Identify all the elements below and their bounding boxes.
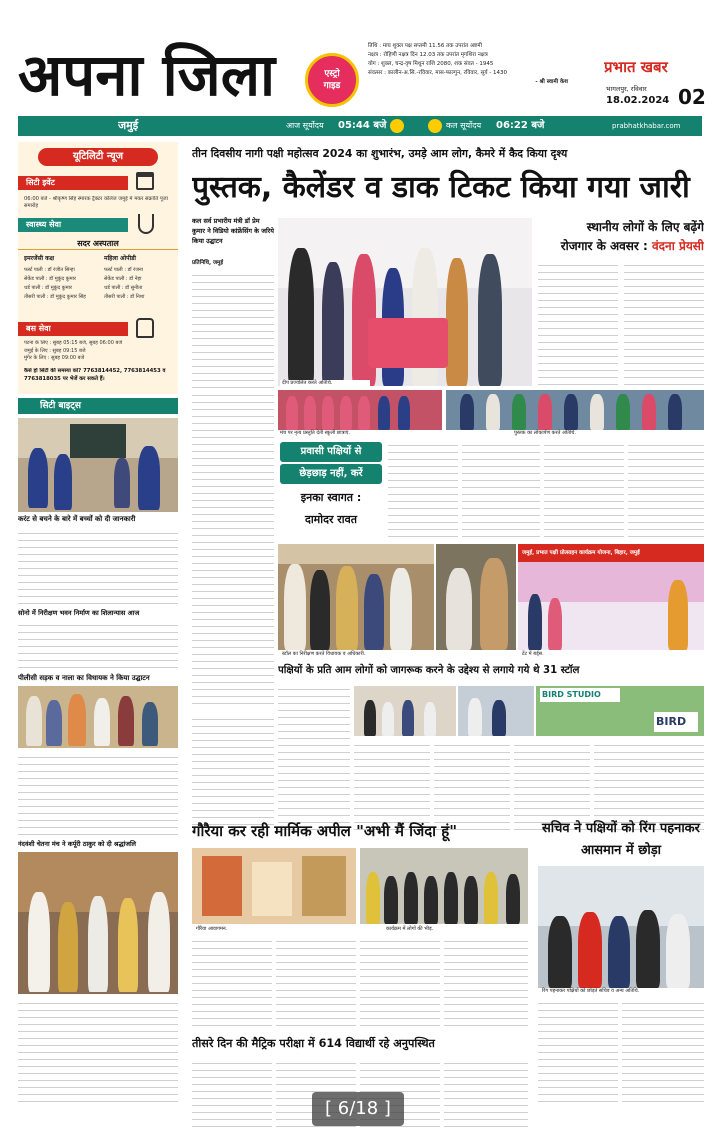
side-heading-prefix: रोजगार के अवसर : bbox=[560, 239, 648, 253]
photo-caption: रिंग पहनाकर पक्षियों को छोड़ते सचिव व अन्य अतिथि. bbox=[540, 988, 702, 995]
stall-banner bbox=[518, 544, 704, 562]
main-body-col3 bbox=[388, 440, 458, 540]
doctor-entry: थर्ड पाली : डॉ मुकुंद कुमार bbox=[24, 285, 72, 291]
book-launch-photo bbox=[446, 390, 704, 430]
side-body bbox=[538, 260, 618, 388]
quote-box bbox=[278, 440, 384, 540]
bus-timings: पटना के लिए : सुबह 05:15 बजे, सुबह 06:00 बजे जमुई के लिए : सुबह 09:15 बजे मुंगेर के लिए : सुबह 09:00 बजे bbox=[24, 340, 123, 361]
panchang-line: तिथि : माघ शुक्ल पक्ष सप्तमी 11.56 तक उपरांत अष्टमी bbox=[368, 43, 483, 49]
main-byline: प्रतिनिधि, जमुई bbox=[192, 260, 224, 266]
bus-label: बस सेवा bbox=[18, 322, 128, 336]
side-heading-line1: स्थानीय लोगों के लिए बढ़ेंगे bbox=[586, 220, 704, 234]
sunrise-time: 05:44 बजे bbox=[338, 120, 387, 131]
stalls-headline: पक्षियों के प्रति आम लोगों को जागरूक करने के उद्देश्य से लगाये गये थे 31 स्टॉल bbox=[278, 665, 580, 676]
quote-line1: प्रवासी पक्षियों से bbox=[280, 442, 382, 462]
bird-sign bbox=[654, 712, 698, 732]
main-body-col6 bbox=[628, 440, 704, 540]
doctor-entry: तीसरी पाली : डॉ मुकुंद कुमार सिंह bbox=[24, 294, 86, 300]
panchang-line: - श्री स्वामी केश bbox=[535, 79, 568, 85]
main-kicker: तीन दिवसीय नागी पक्षी महोत्सव 2024 का शुभारंभ, उमड़े आम लोग, कैमरे में कैद किया दृश्य bbox=[192, 147, 568, 160]
sparrow-body-col3 bbox=[360, 936, 440, 1032]
main-body-col2 bbox=[192, 390, 274, 710]
main-headline: पुस्तक, कैलेंडर व डाक टिकट किया गया जारी bbox=[192, 170, 690, 205]
doctor-entry: तीसरी पाली : डॉ निशा bbox=[104, 294, 145, 300]
main-body-col5 bbox=[544, 440, 624, 540]
side-body bbox=[624, 260, 704, 388]
city-bite-body bbox=[18, 620, 178, 670]
city-bite-body bbox=[18, 752, 178, 836]
stethoscope-icon bbox=[138, 214, 154, 234]
tribute-photo bbox=[18, 852, 178, 994]
sunrise-label: आज सूर्योदय bbox=[286, 121, 324, 130]
city-bite-body bbox=[18, 998, 178, 1104]
doctor-list-left bbox=[24, 266, 100, 316]
classroom-photo bbox=[18, 418, 178, 512]
ring-body-col1 bbox=[538, 998, 618, 1104]
stall-inspection-photo bbox=[278, 544, 434, 650]
health-label: स्वास्थ्य सेवा bbox=[18, 218, 128, 232]
stall-banner-text: जमुई, प्रभात पक्षी प्रोत्साहन कार्यक्रम योजना, बिहार, जमुई bbox=[522, 550, 640, 556]
main-body-col1 bbox=[192, 270, 274, 388]
road-inauguration-photo bbox=[18, 686, 178, 748]
main-deck: कल सर्व प्रभारीय मंत्री डॉ प्रेम कुमार ने विडियो कांफ्रेंसिंग के जरिये किया उद्घाटन bbox=[192, 217, 274, 245]
doctor-list-right bbox=[104, 266, 176, 316]
doctor-entry: सेकेंड पाली : डॉ नेहा bbox=[104, 276, 142, 282]
city-bite-body bbox=[18, 528, 178, 608]
emergency-label: इमरजेंसी कक्ष bbox=[24, 255, 55, 262]
dance-photo bbox=[278, 390, 442, 430]
section-label: जमुई bbox=[118, 119, 139, 132]
stalls-body-col2 bbox=[354, 740, 430, 830]
bus-icon bbox=[136, 318, 154, 338]
city-bite-headline: सोनो में निरीक्षण भवन निर्माण का शिलान्यास आज bbox=[18, 609, 140, 617]
side-heading-name: वंदना प्रेयसी bbox=[652, 239, 704, 253]
city-bite-headline: करंट से बचने के बारे में बच्चों को दी जानकारी bbox=[18, 515, 136, 523]
sunset-label: कल सूर्योदय bbox=[446, 121, 482, 130]
astro-guide-label: एस्ट्रो गाइड bbox=[323, 69, 341, 91]
main-body-col2b bbox=[192, 714, 274, 830]
bird-studio-label: BIRD STUDIO bbox=[542, 690, 601, 699]
photo-caption: मंच पर नृत्य प्रस्तुति देती स्कूली छात्राएं. bbox=[278, 430, 442, 437]
city-update-text: 06:00 बजे - श्रीकृष्ण सिंह स्मारक ट्रैक्टर कॉलेज जमुई में मकर संक्रांति पूजा समारोह bbox=[24, 196, 168, 209]
bird-label: BIRD bbox=[656, 715, 687, 728]
astro-guide-badge[interactable] bbox=[305, 53, 359, 107]
exhibition-photo bbox=[436, 544, 516, 650]
page-number: 02 bbox=[678, 85, 706, 109]
doctor-entry: सेकेंड पाली : डॉ मुकुंद कुमार bbox=[24, 276, 76, 282]
city-bite-headline: नंदवंशी चेतना मंच ने कर्पूरी ठाकुर को दी श्रद्धांजलि bbox=[18, 840, 136, 848]
masthead-title: अपना जिला bbox=[18, 42, 276, 109]
city-bites-header bbox=[18, 398, 178, 414]
matric-body-col1 bbox=[192, 1058, 272, 1128]
photo-caption: दीप प्रज्वलित करते अतिथि. bbox=[280, 380, 370, 387]
quote-line2: छेड़छाड़ नहीं, करें bbox=[280, 464, 382, 484]
stalls-body-col1 bbox=[278, 684, 350, 830]
sparrow-body-col1 bbox=[192, 936, 272, 1032]
brand-logo[interactable]: प्रभात खबर bbox=[604, 58, 668, 76]
photo-caption: स्टॉल का निरीक्षण करते विधायक व अधिकारी. bbox=[280, 651, 430, 658]
sparrow-exhibit-photo bbox=[192, 848, 356, 924]
photo-caption: टेंट में बर्ड्स. bbox=[520, 651, 580, 658]
utility-panel bbox=[18, 142, 178, 394]
ring-body-col2 bbox=[622, 998, 704, 1104]
quote-name: दामोदर रावत bbox=[304, 513, 358, 526]
city-day: भागलपुर, रविवार bbox=[606, 85, 647, 93]
stalls-body-col3 bbox=[434, 740, 510, 830]
page-indicator-label: [ 6/18 ] bbox=[325, 1098, 391, 1119]
doctor-entry: थर्ड पाली : डॉ सुनीता bbox=[104, 285, 143, 291]
stall-banner-photo bbox=[518, 544, 704, 650]
matric-body-col4 bbox=[444, 1058, 528, 1128]
helpline-text: कैसे हो सिटी की समस्या को? 7763814452, 7763814453 व 7763818035 पर भेजें कर सकते हैं। bbox=[24, 368, 166, 382]
stalls-body-col5 bbox=[594, 740, 704, 830]
panchang-box bbox=[368, 42, 588, 114]
panchang-line: नक्षत्र : रोहिणी नक्षत्र दिन 12.03 तक उपरांत मृगशिरा नक्षत्र bbox=[368, 52, 488, 58]
city-bite-headline: पीलीसी सड़क व नाला का विधायक ने किया उद्घाटन bbox=[18, 674, 150, 682]
ring-headline: सचिव ने पक्षियों को रिंग पहनाकर आसमान में छोड़ा bbox=[542, 821, 700, 858]
doctor-entry: फर्स्ट पाली : डॉ रंजीत सिन्हा bbox=[24, 267, 75, 273]
sparrow-headline: गौरैया कर रही मार्मिक अपील "अभी मैं जिंदा हूं" bbox=[192, 822, 458, 840]
panchang-line: संवत्सर : कालीन-अ.सि.-रविवार, मास-फाल्गुन, रविवार, सूर्य - 1430 bbox=[368, 70, 507, 76]
doctor-entry: फर्स्ट पाली : डॉ रंजना bbox=[104, 267, 143, 273]
sparrow-body-col2 bbox=[276, 936, 356, 1032]
masthead bbox=[0, 0, 719, 118]
crowd-photo bbox=[360, 848, 528, 924]
panchang-line: योग : शुक्ल, चन्द्र-वृष मिथुन राशि 2080, शक संवत - 1945 bbox=[368, 61, 494, 67]
quote-line3: इनका स्वागत : bbox=[300, 491, 362, 504]
lamp-lighting-photo bbox=[278, 218, 532, 386]
photo-caption: पुस्तक का लोकार्पण करते अतिथि. bbox=[512, 430, 662, 437]
stall-visit-photo-2 bbox=[458, 686, 534, 736]
photo-caption: गौरैया आवागमन. bbox=[194, 926, 254, 933]
calendar-icon bbox=[136, 172, 154, 190]
bird-studio-sign bbox=[540, 688, 620, 702]
stall-visit-photo-1 bbox=[354, 686, 456, 736]
stalls-body-col4 bbox=[514, 740, 590, 830]
weather-bar bbox=[18, 116, 702, 136]
matric-headline: तीसरे दिन की मैट्रिक परीक्षा में 614 विद्यार्थी रहे अनुपस्थित bbox=[192, 1037, 435, 1050]
bird-release-photo bbox=[538, 866, 704, 988]
sunset-time: 06:22 बजे bbox=[496, 120, 545, 131]
sparrow-body-col4 bbox=[444, 936, 528, 1032]
women-opd-label: महिला ओपीडी bbox=[104, 255, 136, 262]
bird-studio-photo bbox=[536, 686, 704, 736]
page-indicator[interactable] bbox=[312, 1092, 404, 1126]
city-bites-label: सिटी बाइट्स bbox=[40, 401, 81, 411]
website-link[interactable]: prabhatkhabar.com bbox=[612, 122, 681, 130]
utility-header: यूटिलिटी न्यूज bbox=[38, 148, 158, 166]
main-body-col4 bbox=[462, 440, 540, 540]
city-update-label: सिटी इवेंट bbox=[18, 176, 128, 190]
hospital-label: सदर अस्पताल bbox=[18, 238, 178, 250]
photo-caption: कार्यक्रम में लोगों की भीड़. bbox=[384, 926, 504, 933]
sun-icon bbox=[390, 119, 404, 133]
side-heading-line2 bbox=[538, 236, 704, 256]
sun-icon bbox=[428, 119, 442, 133]
issue-date: 18.02.2024 bbox=[606, 95, 670, 106]
